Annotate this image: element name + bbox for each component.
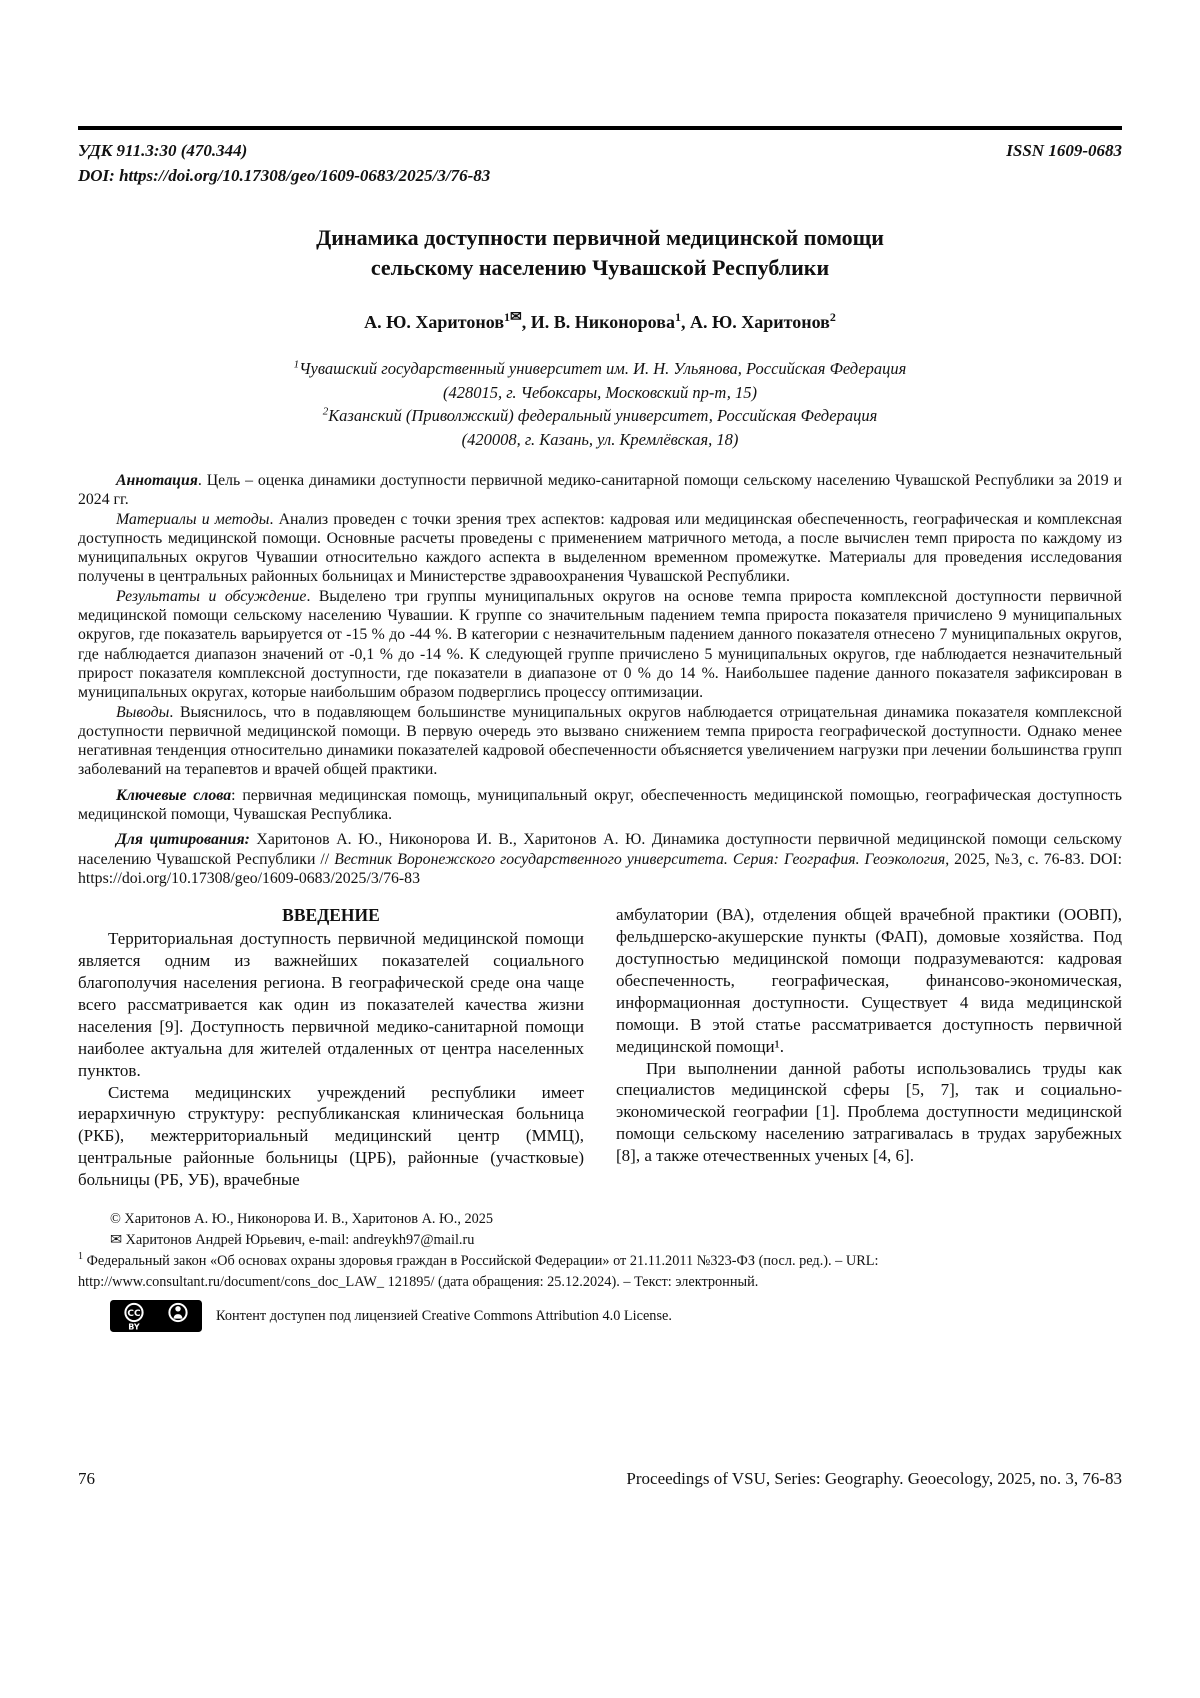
affiliation-line [78, 404, 1122, 428]
corresponding-author-envelope-icon: ✉ [510, 310, 522, 325]
author-1-affiliation-sup: 1 [504, 310, 511, 324]
affiliation-line [78, 357, 1122, 381]
authors-line [78, 310, 1122, 334]
citation-paragraph [78, 830, 1122, 888]
citation-text: , 2025, №3, с. 76-83. DOI: https://doi.org/10.17308/geo/1609-0683/2025/3/76-83 [78, 850, 1123, 887]
abstract-text: . Выделено три группы муниципальных округов на основе темпа прироста комплексной доступности первичной медицинской помощи сельскому населению Чувашии. К группе со значительным падением темпа прироста показателя причислено 9 муниципальных округов, где показатель варьируется от -15 % до -44 %. В категории с незначительным падением данного показателя отнесено 7 муниципальных округов, где наблюдается диапазон значений от -0,1 % до -14 %. К следующей группе причислено 5 муниципальных округов, где наблюдается незначительный прирост показателя комплексной доступности, где показатели в диапазоне от 0 % до 14 %. Наибольшее падение данного показателя зафиксирован в муниципальных округах, которые наибольшим образом подверглись процессу оптимизации. [78, 587, 1122, 702]
doi-label: DOI: https://doi.org/10.17308/geo/1609-0683/2025/3/76-83 [78, 166, 491, 185]
keywords-text: : первичная медицинская помощь, муниципальный округ, обеспеченность медицинской помощью, географическая доступность медицинской помощи, Чувашская Республика. [78, 786, 1122, 824]
title-line-1: Динамика доступности первичной медицинской помощи [316, 225, 884, 250]
abstract-text: . Анализ проведен с точки зрения трех аспектов: кадровая или медицинская обеспеченность, географическая и комплексная доступность медицинской помощи. Основные расчеты проведены с применением матричного метода, а после вычислен темп прироста по каждому из муниципальных округов Чувашии относительно каждого аспекта в выделенном временном промежутке. Материалы для проведения исследования получены в центральных районных больницах и Министерстве здравоохранения Чувашской Республики. [78, 510, 1122, 586]
abstract-paragraph [78, 703, 1122, 780]
abstract-label: Результаты и обсуждение [116, 587, 307, 605]
page-footer [78, 1468, 1122, 1490]
footnotes-section [78, 1209, 1122, 1332]
abstract-label: Выводы [116, 703, 170, 721]
law-footnote [78, 1251, 1122, 1293]
author-3: А. Ю. Харитонов [689, 312, 830, 332]
body-paragraph: Система медицинских учреждений республики имеет иерархичную структуру: республиканская клиническая больница (РКБ), межтерриториальный медицинский центр (ММЦ), центральные районные больницы (ЦРБ), районные (участковые) больницы (РБ, УБ), врачебные [78, 1082, 584, 1190]
body-paragraph: При выполнении данной работы использовались труды как специалистов медицинской сферы [5, 7], так и социально-экономической географии [1]. Проблема доступности медицинской помощи сельскому населению затрагивалась в трудах зарубежных [8], а также отечественных ученых [4, 6]. [616, 1058, 1122, 1166]
abstract-paragraph [78, 510, 1122, 587]
affiliation-sup: 1 [293, 358, 300, 371]
email-envelope-icon: ✉ [110, 1232, 122, 1249]
article-title [78, 223, 1122, 283]
cc-by-license-icon [110, 1300, 202, 1332]
keywords-paragraph [78, 786, 1122, 825]
affiliations-block [78, 357, 1122, 451]
header-meta-row [78, 140, 1122, 162]
abstract-label: Аннотация [116, 472, 198, 489]
citation-journal: Вестник Воронежского государственного университета. Серия: География. Геоэкология [334, 850, 946, 868]
author-2-affiliation-sup: 1 [674, 310, 681, 324]
contact-text: Харитонов Андрей Юрьевич, e-mail: andreykh97@mail.ru [121, 1232, 475, 1249]
abstract-label: Материалы и методы [116, 510, 270, 528]
top-rule [78, 126, 1122, 130]
license-text: Контент доступен под лицензией Creative Commons Attribution 4.0 License. [216, 1307, 672, 1324]
body-paragraph: амбулатории (ВА), отделения общей врачебной практики (ООВП), фельдшерско-акушерские пункты (ФАП), домовые хозяйства. Под доступностью медицинской помощи подразумеваются: кадровая обеспеченность, географическая, финансово-экономическая, информационная доступности. Существует 4 вида медицинской помощи. В этой статье рассматривается доступность первичной медицинской помощи¹. [616, 905, 1122, 1056]
abstract-text: . Выяснилось, что в подавляющем большинстве муниципальных округов наблюдается отрицательная динамика показателя комплексной доступности первичной медицинской помощи. В первую очередь это вызвано снижением темпа прироста географической доступности. Однако менее негативная тенденция относительно динамики показателей кадровой обеспеченности объясняется увеличением нагрузки при лечении большинства групп заболеваний на терапевтов и врачей общей практики. [78, 703, 1122, 779]
footer-journal-line: Proceedings of VSU, Series: Geography. Geoecology, 2025, no. 3, 76-83 [626, 1469, 1122, 1488]
author-1: А. Ю. Харитонов [364, 312, 505, 332]
affiliation-text: (420008, г. Казань, ул. Кремлёвская, 18) [461, 429, 739, 449]
citation-label: Для цитирования: [116, 831, 250, 849]
affiliation-text: Казанский (Приволжский) федеральный университет, Российская Федерация [328, 406, 878, 425]
affiliation-line [78, 428, 1122, 452]
page-number: 76 [78, 1469, 95, 1488]
body-paragraph: Территориальная доступность первичной медицинской помощи является одним из важнейших показателей социального благополучия населения региона. В географической среде она чаще всего рассматривается как один из показателей качества жизни населения [9]. Доступность первичной медико-санитарной помощи наиболее актуальна для жителей отдаленных от центра населенных пунктов. [78, 929, 584, 1080]
affiliation-text: Чувашский государственный университет им. И. Н. Ульянова, Российская Федерация [299, 359, 907, 378]
copyright-line: © Харитонов А. Ю., Никонорова И. В., Харитонов А. Ю., 2025 [110, 1211, 494, 1228]
abstract-paragraph [78, 471, 1122, 510]
footnote-number: 1 [78, 1251, 83, 1263]
author-separator: , [521, 312, 531, 332]
issn-label: ISSN 1609-0683 [1006, 141, 1122, 160]
contact-line [78, 1230, 1122, 1251]
abstract-section [78, 471, 1122, 888]
article-body [78, 904, 1122, 1191]
license-row [110, 1300, 1122, 1332]
law-footnote-text: Федеральный закон «Об основах охраны здоровья граждан в Российской Федерации» от 21.11.2011 №323-ФЗ (посл. ред.). – URL: http://www.consultant.ru/document/cons_doc_LAW_ 121895/ (дата обращения: 25.12.2024). – Текст: электронный. [78, 1253, 879, 1291]
abstract-paragraph [78, 587, 1122, 703]
affiliation-sup: 2 [322, 405, 329, 418]
keywords-label: Ключевые слова [116, 786, 232, 804]
citation-text: Харитонов А. Ю., Никонорова И. В., Харитонов А. Ю. Динамика доступности первичной медицинской помощи сельскому населению Чувашской Республики // [78, 831, 1122, 868]
author-2: И. В. Никонорова [530, 312, 675, 332]
affiliation-line [78, 381, 1122, 405]
svg-text:BY: BY [128, 1322, 140, 1332]
introduction-heading: ВВЕДЕНИЕ [282, 905, 380, 926]
svg-text:CC: CC [127, 1309, 141, 1320]
udk-label: УДК 911.3:30 (470.344) [78, 141, 248, 160]
title-line-2: сельскому населению Чувашской Республики [370, 255, 830, 280]
author-3-affiliation-sup: 2 [829, 310, 836, 324]
author-separator: , [680, 312, 690, 332]
affiliation-text: (428015, г. Чебоксары, Московский пр-т, 15) [442, 382, 758, 402]
body-column-left [78, 904, 584, 1191]
body-column-right [616, 904, 1122, 1191]
abstract-text: . Цель – оценка динамики доступности первичной медико-санитарной помощи сельскому населению Чувашской Республики за 2019 и 2024 гг. [78, 472, 1122, 509]
